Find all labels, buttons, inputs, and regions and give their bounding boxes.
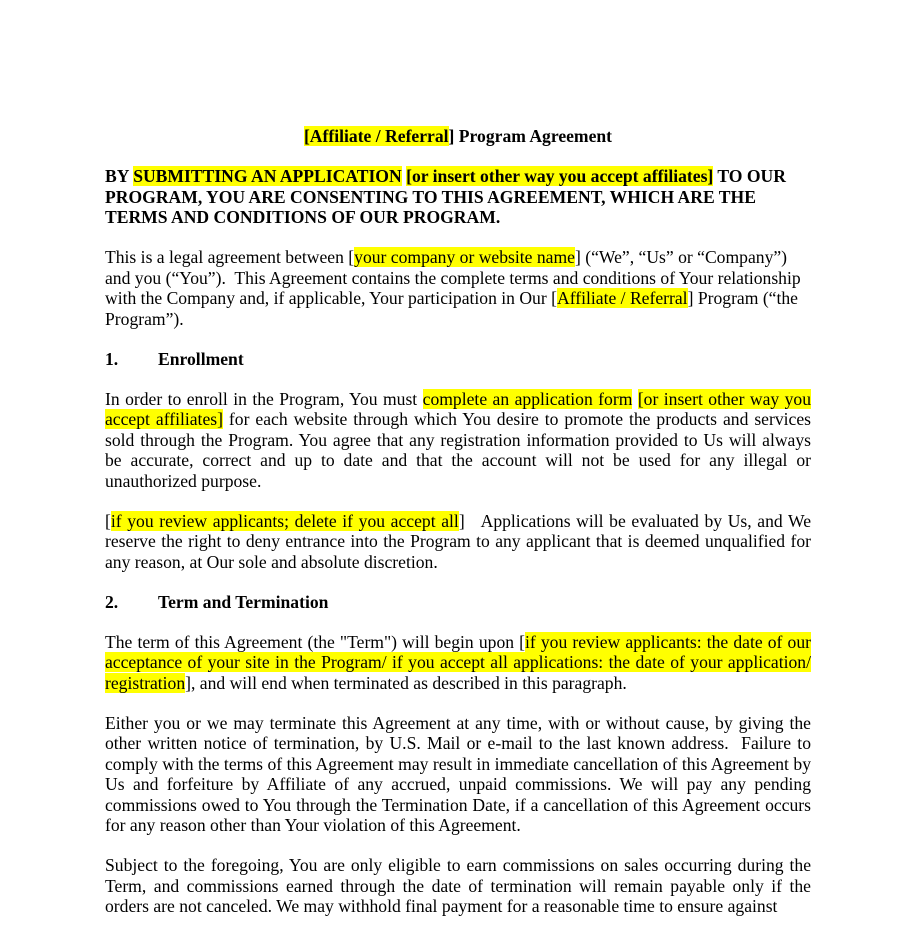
term-start-paragraph [105,632,811,694]
text-run: ] Applications will be evaluated by Us, and We reserve the right to deny entrance into the Program to any applicant that is deemed unqualified for any reason, at Our sole and absolute discretion. [105,510,812,572]
text-run: for each website through which You desire to promote the products and services sold through the Program. You agree that any registration information provided to Us will always be accurate, correct and up to date and that the account will not be used for any illegal or unauthorized purpose. [105,409,812,491]
consent-notice-paragraph [105,166,811,228]
legal-agreement-paragraph [105,247,811,329]
document-title [105,126,811,147]
application-review-paragraph [105,511,811,573]
highlighted-text-run: [Affiliate / Referral [303,126,449,146]
termination-paragraph [105,713,811,836]
document-page [105,126,811,936]
highlighted-text-run: [or insert other way you accept affiliates] [105,388,811,429]
text-run: The term of this Agreement (the "Term") will begin upon [ [105,631,526,652]
highlighted-text-run: complete an application form [422,388,633,409]
post-termination-commissions-paragraph [105,855,811,917]
section-1-number: 1. [105,348,119,369]
highlighted-text-run: if you review applicants: the date of our acceptance of your site in the Program/ if you accept all applications: the date of your application/ registration [105,631,811,693]
highlighted-text-run: SUBMITTING AN APPLICATION [133,166,402,186]
text-run: ] (“We”, “Us” or “Company”) and you (“You”). This Agreement contains the complete terms and conditions of Your relationship with the Company and, if applicable, Your participation in Our [ [105,247,801,308]
text-run: ], and will end when terminated as described in this paragraph. [185,672,627,693]
text-run: In order to enroll in the Program, You must [105,388,423,409]
text-run: TO OUR PROGRAM, YOU ARE CONSENTING TO THIS AGREEMENT, WHICH ARE THE TERMS AND CONDITIONS OF OUR PROGRAM. [105,166,786,227]
text-run: ] Program (“the Program”). [105,288,798,329]
section-1-title: Enrollment [158,348,244,369]
text-run: BY [105,166,134,186]
section-2-heading [105,592,811,613]
text-run: ] Program Agreement [448,126,613,146]
text-run [632,389,637,409]
text-run: [ [105,510,111,531]
text-run: Subject to the foregoing, You are only eligible to earn commissions on sales occurring during the Term, and commissions earned through the date of termination will remain payable only if the orders are not canceled. We may withhold final payment for a reasonable time to ensure against [105,855,811,916]
section-1-heading [105,349,811,370]
highlighted-text-run: [or insert other way you accept affiliates] [406,166,714,186]
section-2-title: Term and Termination [158,591,329,612]
highlighted-text-run: Affiliate / Referral [556,288,688,308]
section-2-number: 2. [105,591,119,612]
highlighted-text-run: if you review applicants; delete if you accept all [110,510,459,531]
enrollment-paragraph [105,389,811,492]
text-run: Either you or we may terminate this Agreement at any time, with or without cause, by giving the other written notice of termination, by U.S. Mail or e-mail to the last known address. Failure to comply with the terms of this Agreement may result in immediate cancellation of this Agreement by Us and forfeiture by Affiliate of any accrued, unpaid commissions. We will pay any pending commissions owed to You through the Termination Date, if a cancellation of this Agreement occurs for any reason other than Your violation of this Agreement. [105,712,811,835]
highlighted-text-run: your company or website name [354,247,575,267]
text-run: This is a legal agreement between [ [105,247,355,267]
